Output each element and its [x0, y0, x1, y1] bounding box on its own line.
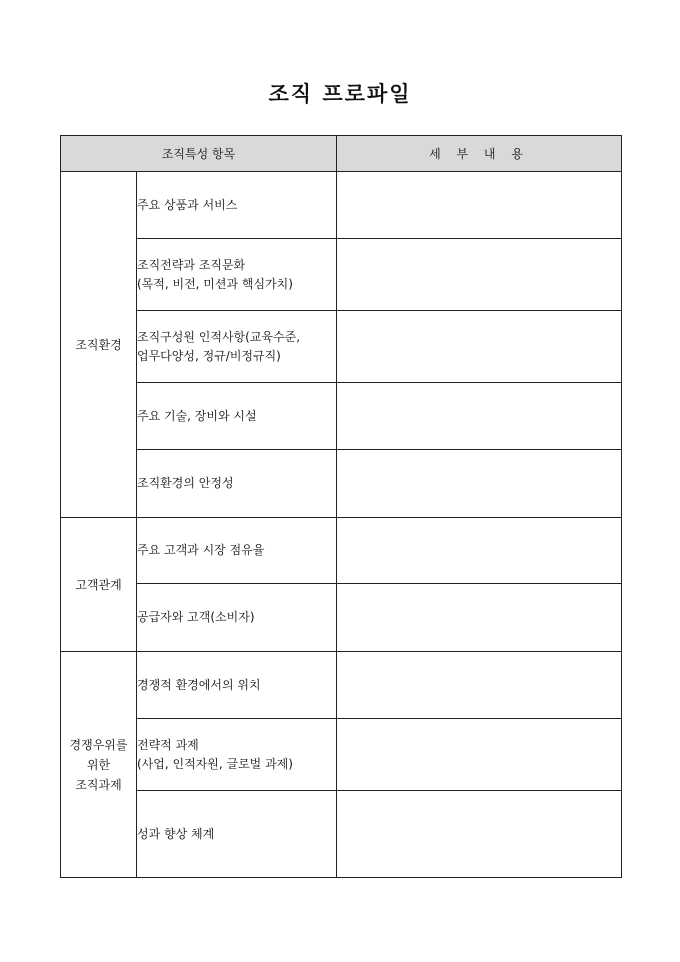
- item-label: 주요 기술, 장비와 시설: [137, 408, 257, 423]
- item-cell: [137, 450, 337, 518]
- item-cell: [137, 172, 337, 239]
- item-label: 주요 고객과 시장 점유율: [137, 543, 265, 557]
- item-label: 성과 향상 체계: [137, 826, 215, 841]
- category-label: 조직과제: [75, 777, 122, 792]
- table-row: [61, 719, 622, 791]
- detail-cell[interactable]: [337, 383, 622, 450]
- item-cell: [137, 239, 337, 311]
- table-row: [61, 652, 622, 719]
- detail-cell[interactable]: [337, 450, 622, 518]
- item-label: 조직전략과 조직문화: [137, 257, 246, 272]
- table-row: [61, 239, 622, 311]
- item-cell: [137, 311, 337, 383]
- document-title: 조직 프로파일: [268, 81, 412, 106]
- detail-cell[interactable]: [337, 172, 622, 239]
- category-label: 고객관계: [75, 577, 122, 592]
- category-cell-environment: [61, 172, 137, 518]
- item-label: 주요 상품과 서비스: [137, 197, 238, 212]
- header-detail: 세 부 내 용: [337, 136, 622, 172]
- detail-cell[interactable]: [337, 652, 622, 719]
- detail-cell[interactable]: [337, 584, 622, 652]
- detail-cell[interactable]: [337, 518, 622, 584]
- table-row: [61, 518, 622, 584]
- item-cell: [137, 518, 337, 584]
- table-row: [61, 791, 622, 878]
- detail-cell[interactable]: [337, 791, 622, 878]
- item-label: 전략적 과제: [137, 737, 199, 752]
- table-row: [61, 172, 622, 239]
- table-row: [61, 584, 622, 652]
- header-row: [61, 136, 622, 172]
- table-row: [61, 450, 622, 518]
- item-label: 공급자와 고객(소비자): [137, 610, 255, 624]
- item-cell: [137, 383, 337, 450]
- item-label: 조직구성원 인적사항(교육수준,: [137, 329, 301, 344]
- item-label: (목적, 비전, 미션과 핵심가치): [137, 276, 293, 291]
- header-category: 조직특성 항목: [61, 136, 337, 172]
- item-cell: [137, 652, 337, 719]
- detail-cell[interactable]: [337, 239, 622, 311]
- category-cell-competitive: [61, 652, 137, 878]
- item-label: 경쟁적 환경에서의 위치: [137, 677, 261, 692]
- item-cell: [137, 584, 337, 652]
- item-label: 업무다양성, 정규/비정규직): [137, 348, 281, 363]
- category-label: 조직환경: [75, 337, 122, 352]
- item-cell: [137, 791, 337, 878]
- category-cell-customer: [61, 518, 137, 652]
- item-cell: [137, 719, 337, 791]
- category-label: 경쟁우위를: [69, 737, 128, 752]
- detail-cell[interactable]: [337, 719, 622, 791]
- detail-cell[interactable]: [337, 311, 622, 383]
- table-row: [61, 311, 622, 383]
- item-label: (사업, 인적자원, 글로벌 과제): [137, 756, 293, 771]
- item-label: 조직환경의 안정성: [137, 476, 234, 490]
- category-label: 위한: [86, 757, 111, 772]
- organization-profile-table: [60, 135, 622, 878]
- table-row: [61, 383, 622, 450]
